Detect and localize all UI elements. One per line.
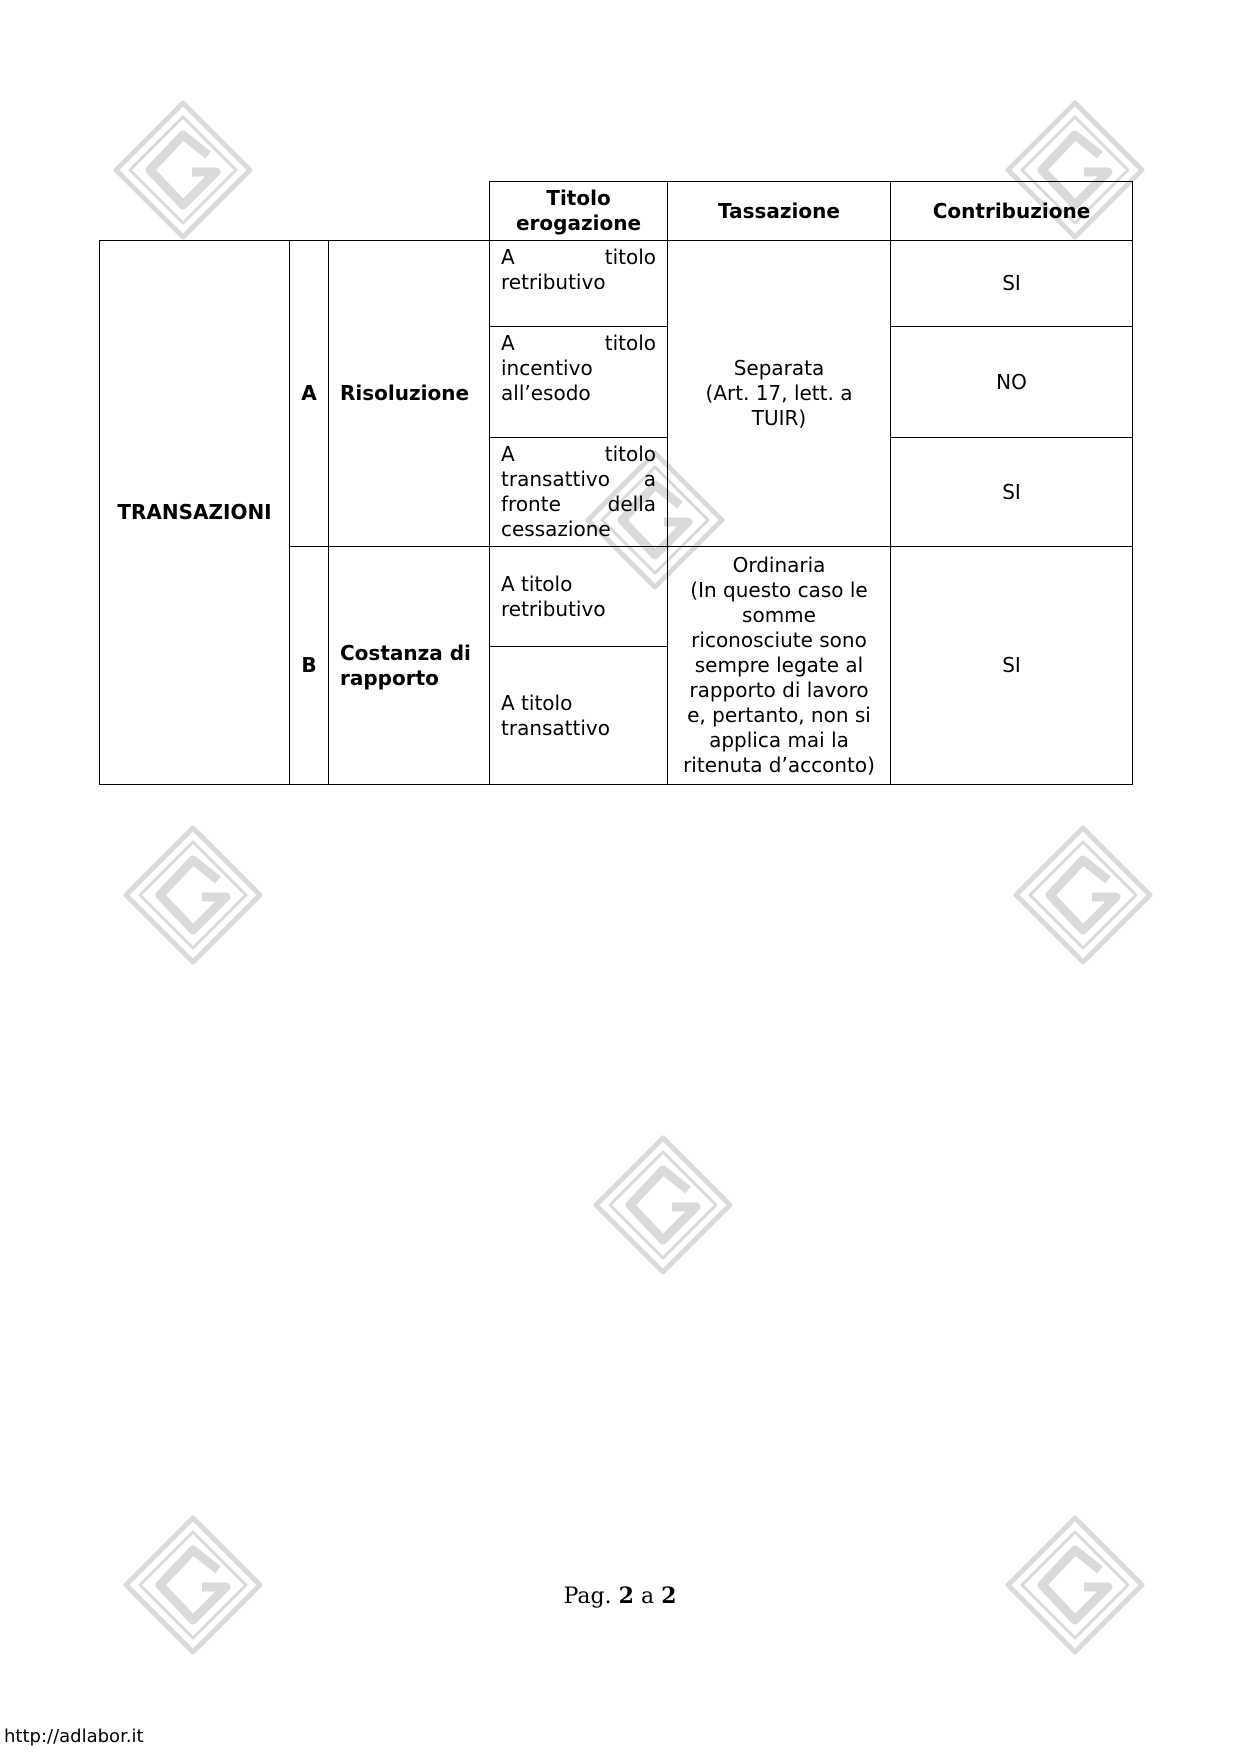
row-label-transazioni: TRANSAZIONI [100, 241, 290, 785]
page-sep: a [640, 1584, 655, 1609]
tassazione-ordinaria-cell [668, 547, 891, 785]
header-blank [100, 182, 490, 241]
tassazione-line1: Ordinaria [732, 553, 826, 577]
contribuzione-cell: NO [891, 327, 1133, 438]
adlabor-logo-icon [1008, 820, 1158, 970]
titolo-cell: A titolo retributivo [490, 547, 668, 647]
contribuzione-cell: SI [891, 438, 1133, 547]
page-total: 2 [661, 1583, 677, 1609]
group-a-label: Risoluzione [329, 241, 490, 547]
contribuzione-cell: SI [891, 547, 1133, 785]
tassazione-separata-cell [668, 241, 891, 547]
titolo-cell: A titolo transattivo [490, 647, 668, 785]
header-contribuzione: Contribuzione [891, 182, 1133, 241]
page-prefix: Pag. [563, 1584, 612, 1609]
tassazione-line2: (Art. 17, lett. a TUIR) [705, 381, 853, 430]
contribuzione-cell: SI [891, 241, 1133, 327]
tassazione-line2: (In questo caso le somme riconosciute sono sempre legate al rapporto di lavoro e, pertanto, non si applica mai la ritenuta d’acconto) [683, 578, 875, 777]
header-titolo-erogazione: Titolo erogazione [490, 182, 668, 241]
tassazione-line1: Separata [733, 356, 825, 380]
group-a-letter: A [290, 241, 329, 547]
page-number [0, 1583, 1240, 1609]
group-b-letter: B [290, 547, 329, 785]
adlabor-logo-icon [118, 820, 268, 970]
source-url[interactable]: http://adlabor.it [4, 1726, 144, 1747]
transazioni-table [99, 181, 1133, 785]
adlabor-logo-icon [588, 1130, 738, 1280]
header-tassazione: Tassazione [668, 182, 891, 241]
titolo-cell: A titolo retributivo [490, 241, 668, 327]
page-current: 2 [618, 1583, 634, 1609]
titolo-cell: A titolo transattivo a fronte della cessazione [490, 438, 668, 547]
group-b-label: Costanza di rapporto [329, 547, 490, 785]
titolo-cell: A titolo incentivo all’esodo [490, 327, 668, 438]
